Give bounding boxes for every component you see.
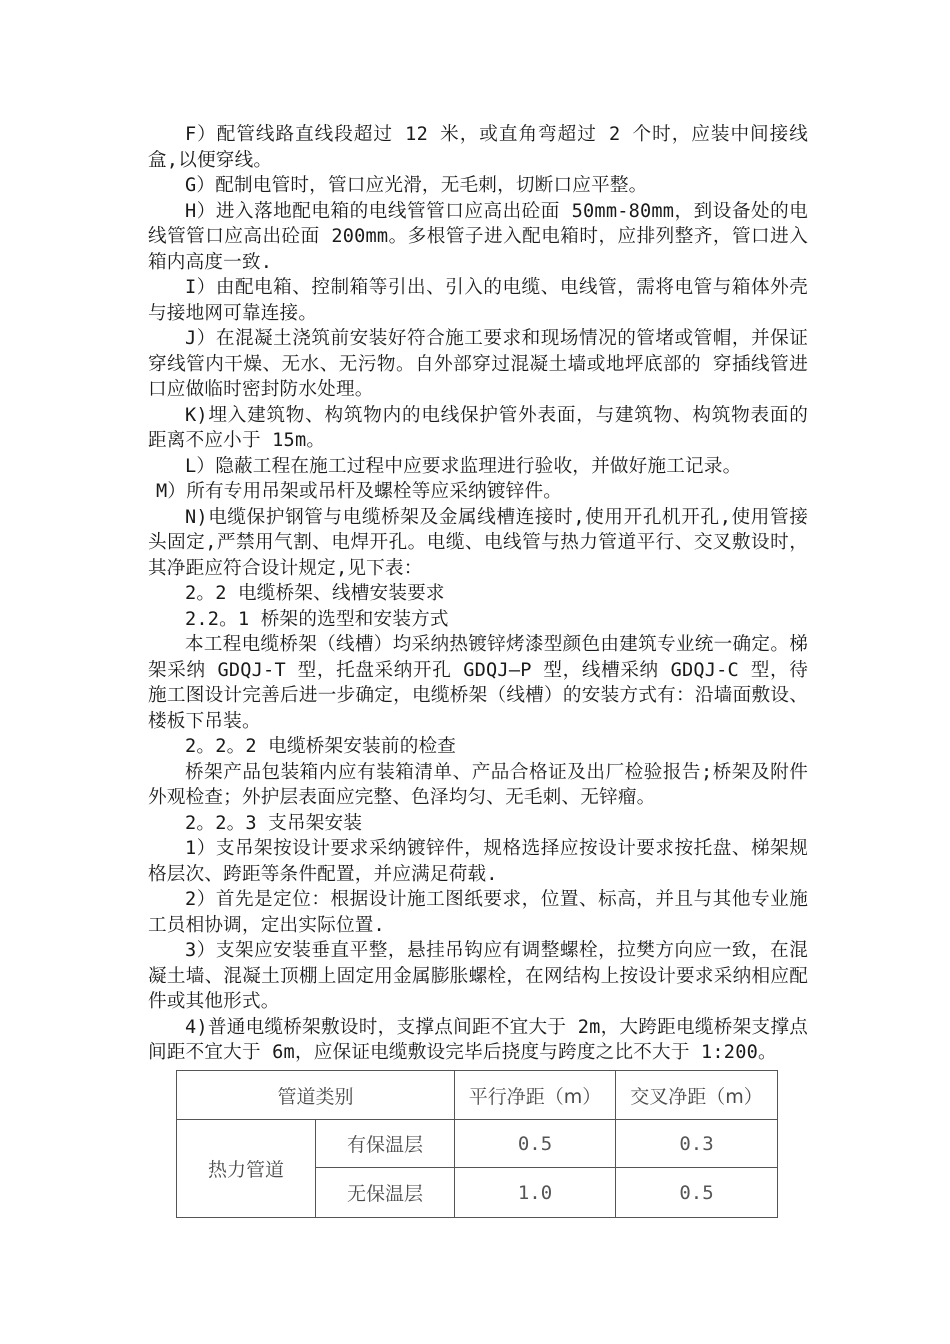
paragraph-k: K)埋入建筑物、构筑物内的电线保护管外表面，与建筑物、构筑物表面的距离不应小于 15m。	[148, 404, 808, 451]
paragraph-item-4: 4)普通电缆桥架敷设时，支撑点间距不宜大于 2m，大跨距电缆桥架支撑点间距不宜大于 6m，应保证电缆敷设完毕后挠度与跨度之比不大于 1:200。	[148, 1016, 808, 1063]
paragraph-m: M）所有专用吊架或吊杆及螺栓等应采纳镀锌件。	[156, 481, 563, 502]
paragraph-h: H）进入落地配电箱的电线管管口应高出砼面 50mm-80mm，到设备处的电线管管口应高出砼面 200mm。多根管子进入配电箱时，应排列整齐，管口进入箱内高度一致.	[148, 200, 808, 273]
paragraph-item-2: 2）首先是定位：根据设计施工图纸要求，位置、标高，并且与其他专业施工员相协调，定出实际位置.	[148, 889, 808, 936]
paragraph-inspection: 桥架产品包装箱内应有装箱清单、产品合格证及出厂检验报告;桥架及附件外观检查；外护层表面应完整、色泽均匀、无毛刺、无锌瘤。	[148, 761, 808, 808]
header-parallel-clearance: 平行净距（m）	[455, 1071, 616, 1120]
paragraph-n: N)电缆保护钢管与电缆桥架及金属线槽连接时,使用开孔机开孔,使用管接头固定,严禁用气割、电焊开孔。电缆、电线管与热力管道平行、交叉敷设时，其净距应符合设计规定,见下表：	[148, 506, 808, 579]
paragraph-f: F）配管线路直线段超过 12 米，或直角弯超过 2 个时，应装中间接线盒,以便穿线。	[148, 124, 808, 171]
clearance-table	[176, 1070, 778, 1218]
paragraph-item-1: 1）支吊架按设计要求采纳镀锌件，规格选择应按设计要求按托盘、梯架规格层次、跨距等条件配置，并应满足荷载.	[148, 838, 808, 885]
header-pipe-category: 管道类别	[177, 1071, 455, 1120]
section-heading-2-2-3: 2。2。3 支吊架安装	[185, 812, 363, 834]
section-heading-2-2-1: 2.2。1 桥架的选型和安装方式	[185, 608, 449, 630]
table-row	[177, 1120, 778, 1168]
row-type-uninsulated: 无保温层	[316, 1168, 455, 1218]
cell-parallel-uninsulated: 1.0	[455, 1168, 616, 1218]
cell-parallel-insulated: 0.5	[455, 1120, 616, 1168]
paragraph-i: I）由配电箱、控制箱等引出、引入的电缆、电线管，需将电管与箱体外壳与接地网可靠连接。	[148, 277, 808, 324]
paragraph-tray-type: 本工程电缆桥架（线槽）均采纳热镀锌烤漆型颜色由建筑专业统一确定。梯架采纳 GDQJ-T 型，托盘采纳开孔 GDQJ—P 型，线槽采纳 GDQJ-C 型，待施工图设计完善后进一步确定，电缆桥架（线槽）的安装方式有：沿墙面敷设、楼板下吊装。	[148, 634, 808, 732]
group-heat-pipe: 热力管道	[177, 1120, 316, 1218]
cell-cross-uninsulated: 0.5	[616, 1168, 778, 1218]
paragraph-item-3: 3）支架应安装垂直平整，悬挂吊钩应有调整螺栓，拉樊方向应一致，在混凝土墙、混凝土顶棚上固定用金属膨胀螺栓，在网结构上按设计要求采纳相应配件或其他形式。	[148, 940, 808, 1012]
body-text	[148, 122, 808, 1066]
paragraph-j: J）在混凝土浇筑前安装好符合施工要求和现场情况的管堵或管帽，并保证穿线管内干燥、无水、无污物。自外部穿过混凝土墙或地坪底部的 穿插线管进口应做临时密封防水处理。	[148, 328, 808, 400]
section-heading-2-2: 2。2 电缆桥架、线槽安装要求	[185, 583, 445, 604]
row-type-insulated: 有保温层	[316, 1120, 455, 1168]
table-header-row	[177, 1071, 778, 1120]
paragraph-l: L）隐蔽工程在施工过程中应要求监理进行验收，并做好施工记录。	[185, 455, 742, 477]
section-heading-2-2-2: 2。2。2 电缆桥架安装前的检查	[185, 736, 457, 757]
cell-cross-insulated: 0.3	[616, 1120, 778, 1168]
header-cross-clearance: 交叉净距（m）	[616, 1071, 778, 1120]
paragraph-g: G）配制电管时，管口应光滑，无毛刺，切断口应平整。	[185, 175, 648, 196]
